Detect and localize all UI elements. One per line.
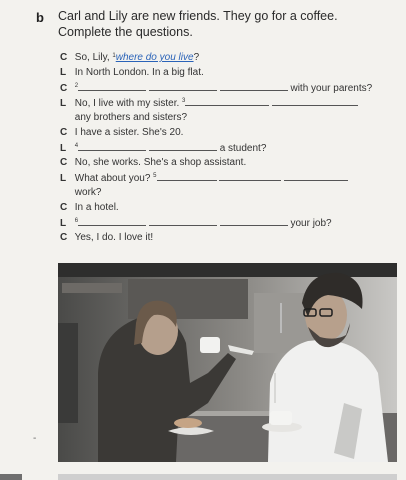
question-number[interactable]: 5 xyxy=(153,173,157,179)
example-answer: where do you live xyxy=(115,52,194,63)
next-section-strip xyxy=(58,474,397,480)
answer-blank[interactable] xyxy=(78,81,146,91)
answer-blank[interactable] xyxy=(272,96,358,106)
answer-blank[interactable] xyxy=(78,216,146,226)
speaker: C xyxy=(60,127,68,138)
dialogue-line-6 xyxy=(60,126,183,140)
question-number: 1 xyxy=(112,53,116,59)
dialogue-line-10 xyxy=(60,186,101,200)
answer-blank[interactable] xyxy=(157,171,217,181)
speaker: C xyxy=(60,83,68,94)
line-text: Yes, I do. I love it! xyxy=(74,232,154,243)
line-text: No, she works. She's a shop assistant. xyxy=(74,157,247,168)
dialogue-line-13 xyxy=(60,231,153,245)
question-number[interactable]: 2 xyxy=(74,83,79,89)
question-number[interactable]: 3 xyxy=(182,98,186,104)
line-text: In North London. In a big flat. xyxy=(74,67,204,78)
question-number[interactable]: 6 xyxy=(74,218,79,224)
speaker: L xyxy=(60,218,67,229)
question-number[interactable]: 4 xyxy=(74,143,79,149)
line-text: No, I live with my sister. xyxy=(74,98,180,109)
exercise-letter: b xyxy=(36,10,44,25)
speaker: L xyxy=(60,98,67,109)
answer-blank[interactable] xyxy=(149,141,217,151)
line-text: So, Lily, xyxy=(74,52,113,63)
answer-blank[interactable] xyxy=(284,171,348,181)
line-text-end: your job? xyxy=(290,218,332,229)
speaker: L xyxy=(60,173,67,184)
answer-blank[interactable] xyxy=(78,141,146,151)
dialogue-line-5 xyxy=(60,111,187,125)
speaker: C xyxy=(60,202,68,213)
line-text-end: with your parents? xyxy=(290,83,373,94)
dialogue-line-11 xyxy=(60,201,119,215)
dialogue-line-2 xyxy=(60,66,204,80)
line-text: any brothers and sisters? xyxy=(74,112,188,123)
speaker: C xyxy=(60,52,68,63)
answer-blank[interactable] xyxy=(220,216,288,226)
dialogue-line-1 xyxy=(60,51,199,65)
line-text-end: a student? xyxy=(219,143,267,154)
cafe-photo xyxy=(58,263,397,462)
page-tab-marker xyxy=(0,474,22,480)
dialogue-line-12 xyxy=(60,216,332,230)
answer-blank[interactable] xyxy=(220,81,288,91)
answer-blank[interactable] xyxy=(149,216,217,226)
answer-blank[interactable] xyxy=(219,171,281,181)
line-text-end: ? xyxy=(193,52,200,63)
dialogue-line-8 xyxy=(60,156,246,170)
speaker: C xyxy=(60,232,68,243)
speaker: C xyxy=(60,157,68,168)
line-text: work? xyxy=(74,187,102,198)
line-text: I have a sister. She's 20. xyxy=(74,127,184,138)
speaker: L xyxy=(60,67,67,78)
dialogue-line-4 xyxy=(60,96,358,110)
exercise-instruction: Carl and Lily are new friends. They go for a coffee. Complete the questions. xyxy=(58,9,338,39)
margin-mark: - xyxy=(33,433,37,444)
line-text: In a hotel. xyxy=(74,202,119,213)
dialogue-line-3 xyxy=(60,81,372,95)
speaker: L xyxy=(60,143,67,154)
line-text: What about you? xyxy=(74,173,151,184)
answer-blank[interactable] xyxy=(149,81,217,91)
dialogue-line-7 xyxy=(60,141,266,155)
answer-blank[interactable] xyxy=(185,96,269,106)
dialogue-line-9 xyxy=(60,171,348,185)
